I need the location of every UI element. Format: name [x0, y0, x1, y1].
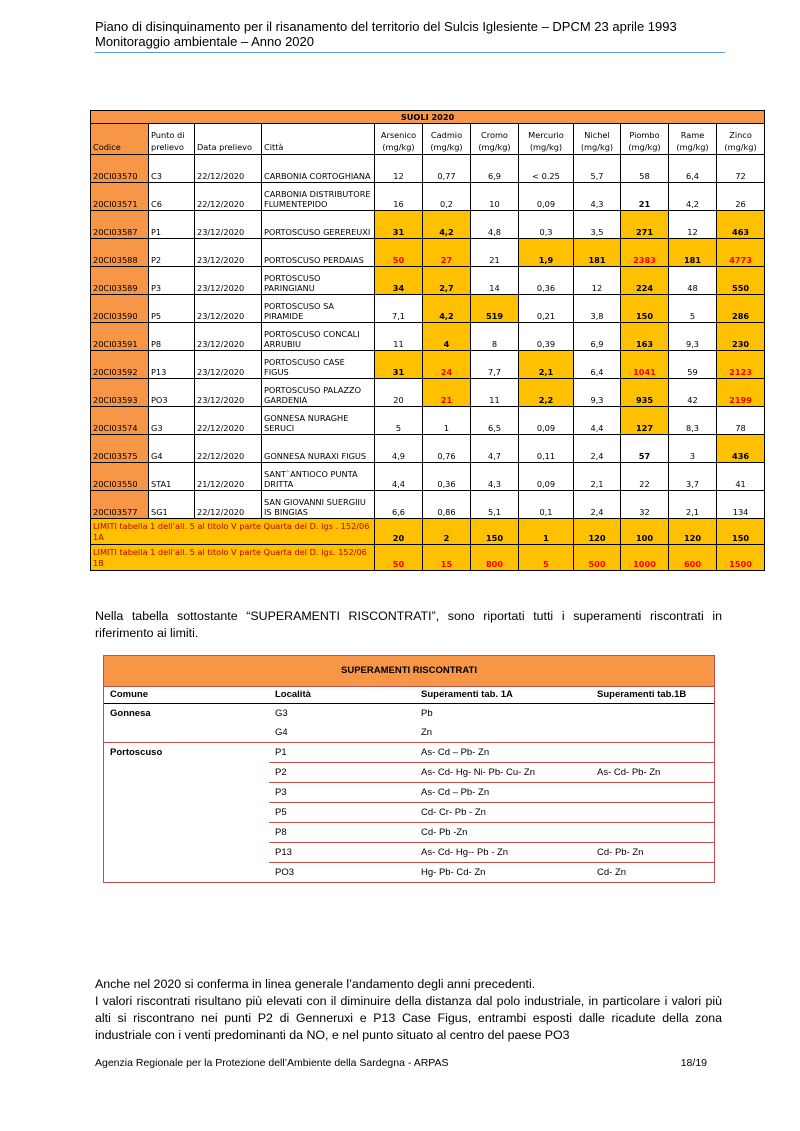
list-item: [104, 803, 714, 823]
sample-value: 271: [621, 211, 669, 239]
sample-value: 1041: [621, 351, 669, 379]
limit-value: 600: [669, 545, 717, 571]
sample-value: 6,6: [375, 491, 423, 519]
sample-point: STA1: [149, 463, 195, 491]
sample-value: 3: [669, 435, 717, 463]
sample-value: 2,4: [574, 491, 621, 519]
sample-value: 4,8: [471, 211, 519, 239]
superamenti-table: [103, 655, 715, 883]
sample-value: 519: [471, 295, 519, 323]
intro-paragraph: Nella tabella sottostante “SUPERAMENTI RISCONTRATI”, sono riportati tutti i superamenti riscontrati in riferimento ai limiti.: [95, 609, 722, 640]
header-title: Piano di disinquinamento per il risanamento del territorio del Sulcis Iglesiente – DPCM 23 aprile 1993: [95, 19, 677, 34]
sample-value: 0,3: [519, 211, 574, 239]
sample-value: 4773: [717, 239, 765, 267]
col-header-cromo: Cromo (mg/kg): [471, 124, 519, 155]
sample-city: SANT`ANTIOCO PUNTA DRITTA: [262, 463, 375, 491]
col-header-punto: Punto di prelievo: [149, 124, 195, 155]
col-header-citta: Città: [262, 124, 375, 155]
sample-value: 20: [375, 379, 423, 407]
sup-tab1b: [591, 723, 714, 743]
sample-code: 20CI03588: [91, 239, 149, 267]
sample-value: 9,3: [669, 323, 717, 351]
sample-value: 10: [471, 183, 519, 211]
sample-value: 224: [621, 267, 669, 295]
col-header-arsenico: Arsenico (mg/kg): [375, 124, 423, 155]
sample-value: 5: [669, 295, 717, 323]
sample-date: 22/12/2020: [195, 407, 262, 435]
sample-value: 6,4: [669, 155, 717, 183]
sample-point: P2: [149, 239, 195, 267]
sample-value: 50: [375, 239, 423, 267]
sample-value: 0,39: [519, 323, 574, 351]
sample-value: 4: [423, 323, 471, 351]
limit-value: 150: [717, 519, 765, 545]
sample-value: 6,9: [574, 323, 621, 351]
col-header-zinco: Zinco (mg/kg): [717, 124, 765, 155]
limit-value: 150: [471, 519, 519, 545]
list-item: [104, 863, 714, 883]
sample-value: 3,5: [574, 211, 621, 239]
sample-value: 48: [669, 267, 717, 295]
sample-value: 2,1: [519, 351, 574, 379]
table-row: [91, 323, 765, 351]
sample-value: 2,1: [669, 491, 717, 519]
sample-city: PORTOSCUSO SA PIRAMIDE: [262, 295, 375, 323]
sample-code: 20CI03590: [91, 295, 149, 323]
sample-city: GONNESA NURAXI FIGUS: [262, 435, 375, 463]
sup-tab1a: Cd- Cr- Pb - Zn: [415, 803, 591, 823]
sample-value: 5: [375, 407, 423, 435]
sup-localita: P2: [269, 763, 415, 783]
sample-date: 23/12/2020: [195, 351, 262, 379]
sup-localita: P5: [269, 803, 415, 823]
sample-value: 0,09: [519, 463, 574, 491]
sup-tab1a: As- Cd – Pb- Zn: [415, 783, 591, 803]
sample-value: 0,09: [519, 407, 574, 435]
sup-tab1b: [591, 823, 714, 843]
conclusion-paragraph: [95, 976, 722, 1044]
sample-date: 21/12/2020: [195, 463, 262, 491]
sup-comune: [104, 723, 269, 743]
sample-city: SAN GIOVANNI SUERGIIU IS BINGIAS: [262, 491, 375, 519]
sup-comune: [104, 823, 269, 843]
list-item: [104, 763, 714, 783]
sup-localita: G4: [275, 727, 288, 738]
sample-value: 41: [717, 463, 765, 491]
sample-value: 0,86: [423, 491, 471, 519]
table-row: [91, 183, 765, 211]
sample-value: 4,2: [423, 295, 471, 323]
sample-value: 163: [621, 323, 669, 351]
sample-city: GONNESA NURAGHE SERUCI: [262, 407, 375, 435]
sample-value: 3,7: [669, 463, 717, 491]
sup-tab1a: Cd- Pb -Zn: [415, 823, 591, 843]
limit-row: [91, 545, 765, 571]
sample-value: 0,36: [423, 463, 471, 491]
sup-comune: [104, 843, 269, 863]
col-header-cadmio: Cadmio (mg/kg): [423, 124, 471, 155]
limit-value: 1: [519, 519, 574, 545]
sample-value: < 0.25: [519, 155, 574, 183]
table-row: [91, 407, 765, 435]
list-item: [104, 823, 714, 843]
sample-value: 4,4: [574, 407, 621, 435]
sample-value: 2,4: [574, 435, 621, 463]
sup-tab1a: As- Cd – Pb- Zn: [415, 743, 591, 763]
sample-point: C3: [149, 155, 195, 183]
sample-city: PORTOSCUSO PERDAIAS: [262, 239, 375, 267]
sample-code: 20CI03550: [91, 463, 149, 491]
sample-value: 78: [717, 407, 765, 435]
table-row: [91, 379, 765, 407]
table-title: SUOLI 2020: [91, 111, 765, 124]
table-row: [91, 295, 765, 323]
limit-value: 1500: [717, 545, 765, 571]
sample-value: 2,2: [519, 379, 574, 407]
sample-value: 0,76: [423, 435, 471, 463]
col-header-codice: Codice: [91, 124, 149, 155]
sup-comune: [104, 763, 269, 783]
page-footer: [95, 1057, 707, 1069]
sample-city: PORTOSCUSO PARINGIANU: [262, 267, 375, 295]
limit-value: 5: [519, 545, 574, 571]
limit-value: 800: [471, 545, 519, 571]
sample-value: 2123: [717, 351, 765, 379]
sample-point: C6: [149, 183, 195, 211]
table-row: [91, 155, 765, 183]
sup-tab1b: [591, 743, 714, 763]
table-row: [91, 491, 765, 519]
sample-point: SG1: [149, 491, 195, 519]
sample-code: 20CI03591: [91, 323, 149, 351]
sample-point: P1: [149, 211, 195, 239]
header-subtitle: Monitoraggio ambientale – Anno 2020: [95, 34, 314, 49]
sample-point: P13: [149, 351, 195, 379]
sample-value: 7,7: [471, 351, 519, 379]
limit-value: 1000: [621, 545, 669, 571]
col-header-rame: Rame (mg/kg): [669, 124, 717, 155]
list-item: [104, 783, 714, 803]
sample-date: 22/12/2020: [195, 155, 262, 183]
table-row: [91, 435, 765, 463]
sample-code: 20CI03589: [91, 267, 149, 295]
sup-tab1b: [591, 704, 714, 724]
sample-city: CARBONIA DISTRIBUTORE FLUMENTEPIDO: [262, 183, 375, 211]
conclusion-line1: Anche nel 2020 si conferma in linea generale l’andamento degli anni precedenti.: [95, 977, 536, 991]
sample-city: CARBONIA CORTOGHIANA: [262, 155, 375, 183]
sample-date: 23/12/2020: [195, 267, 262, 295]
page-number: 18/19: [680, 1057, 707, 1069]
sample-value: 12: [669, 211, 717, 239]
sample-value: 2383: [621, 239, 669, 267]
limit-value: 120: [669, 519, 717, 545]
sample-value: 11: [471, 379, 519, 407]
sample-value: 0,1: [519, 491, 574, 519]
col-header-data: Data prelievo: [195, 124, 262, 155]
sample-date: 23/12/2020: [195, 239, 262, 267]
sup-tab1b: As- Cd- Pb- Zn: [591, 763, 714, 783]
sample-value: 42: [669, 379, 717, 407]
sample-value: 31: [375, 211, 423, 239]
sample-value: 2199: [717, 379, 765, 407]
sup-tab1a: Zn: [421, 727, 433, 738]
sample-value: 6,4: [574, 351, 621, 379]
sample-value: 150: [621, 295, 669, 323]
sample-value: 8,3: [669, 407, 717, 435]
sample-value: 11: [375, 323, 423, 351]
sample-value: 16: [375, 183, 423, 211]
sample-value: 4,2: [669, 183, 717, 211]
sample-point: G4: [149, 435, 195, 463]
sample-value: 24: [423, 351, 471, 379]
sample-value: 127: [621, 407, 669, 435]
limit-row: [91, 519, 765, 545]
col-header-piombo: Piombo (mg/kg): [621, 124, 669, 155]
superamenti-title: SUPERAMENTI RISCONTRATI: [104, 656, 714, 687]
sample-value: 1: [423, 407, 471, 435]
sample-point: P8: [149, 323, 195, 351]
soil-2020-table: [90, 110, 765, 571]
sup-localita: P8: [269, 823, 415, 843]
sup-tab1a: As- Cd- Hg- Ni- Pb- Cu- Zn: [415, 763, 591, 783]
sample-value: 0,11: [519, 435, 574, 463]
limit-value: 100: [621, 519, 669, 545]
sample-value: 14: [471, 267, 519, 295]
sample-value: 32: [621, 491, 669, 519]
sample-value: 0,2: [423, 183, 471, 211]
sample-value: 21: [471, 239, 519, 267]
sample-value: 436: [717, 435, 765, 463]
sample-date: 23/12/2020: [195, 379, 262, 407]
sample-value: 72: [717, 155, 765, 183]
sample-value: 286: [717, 295, 765, 323]
limit-value: 500: [574, 545, 621, 571]
sup-comune: [104, 863, 269, 883]
limit-label: LIMITI tabella 1 dell'all. 5 al titolo V parte Quarta del D. lgs. 152/06 1B: [91, 545, 375, 571]
sample-value: 134: [717, 491, 765, 519]
sup-tab1b: [591, 783, 714, 803]
sample-value: 2,1: [574, 463, 621, 491]
limit-value: 2: [423, 519, 471, 545]
sup-comune: Portoscuso: [104, 743, 269, 763]
table-row: [91, 239, 765, 267]
sample-point: PO3: [149, 379, 195, 407]
sample-value: 6,5: [471, 407, 519, 435]
page-header: [95, 19, 725, 53]
table-row: [91, 463, 765, 491]
sample-value: 26: [717, 183, 765, 211]
sample-point: G3: [149, 407, 195, 435]
sample-city: PORTOSCUSO GEREREUXI: [262, 211, 375, 239]
sample-value: 181: [669, 239, 717, 267]
sample-value: 59: [669, 351, 717, 379]
sample-value: 0,77: [423, 155, 471, 183]
list-item: [104, 704, 714, 724]
sample-code: 20CI03571: [91, 183, 149, 211]
sample-value: 12: [375, 155, 423, 183]
sup-tab1a: As- Cd- Hg-- Pb - Zn: [415, 843, 591, 863]
sample-value: 4,7: [471, 435, 519, 463]
sample-city: PORTOSCUSO PALAZZO GARDENIA: [262, 379, 375, 407]
sup-header-comune: Comune: [104, 687, 269, 704]
sup-tab1b: Cd- Zn: [591, 863, 714, 883]
sample-value: 1,9: [519, 239, 574, 267]
list-item: [104, 723, 714, 743]
sample-date: 23/12/2020: [195, 323, 262, 351]
sample-date: 22/12/2020: [195, 183, 262, 211]
sample-date: 23/12/2020: [195, 295, 262, 323]
sample-code: 20CI03587: [91, 211, 149, 239]
sup-header-localita: Località: [269, 687, 415, 704]
sample-point: P5: [149, 295, 195, 323]
sample-value: 0,09: [519, 183, 574, 211]
sup-localita: PO3: [269, 863, 415, 883]
sup-comune: Gonnesa: [110, 708, 151, 719]
list-item: [104, 843, 714, 863]
sample-value: 5,7: [574, 155, 621, 183]
sample-value: 22: [621, 463, 669, 491]
sample-code: 20CI03575: [91, 435, 149, 463]
sup-comune: [104, 783, 269, 803]
sample-value: 9,3: [574, 379, 621, 407]
sample-code: 20CI03574: [91, 407, 149, 435]
sample-value: 31: [375, 351, 423, 379]
sample-value: 463: [717, 211, 765, 239]
sup-header-1a: Superamenti tab. 1A: [415, 687, 591, 704]
table-row: [91, 351, 765, 379]
sample-value: 8: [471, 323, 519, 351]
sample-value: 0,36: [519, 267, 574, 295]
sample-value: 2,7: [423, 267, 471, 295]
sup-localita: P13: [269, 843, 415, 863]
sample-code: 20CI03577: [91, 491, 149, 519]
conclusion-text: I valori riscontrati risultano più elevati con il diminuire della distanza dal polo industriale, in particolare i valori più alti si riscontrano nei punti P2 di Genneruxi e P13 Case Figus, entrambi esposti dalle ricadute della zona industriale con i venti predominanti da NO, e nel punto situato al centro del paese PO3: [95, 994, 722, 1042]
footer-agency: Agenzia Regionale per la Protezione dell’Ambiente della Sardegna - ARPAS: [95, 1057, 449, 1069]
sample-code: 20CI03570: [91, 155, 149, 183]
col-header-mercurio: Mercurio (mg/kg): [519, 124, 574, 155]
sample-value: 3,8: [574, 295, 621, 323]
limit-value: 20: [375, 519, 423, 545]
sample-code: 20CI03593: [91, 379, 149, 407]
sample-value: 4,3: [574, 183, 621, 211]
sample-value: 4,2: [423, 211, 471, 239]
sample-value: 21: [621, 183, 669, 211]
limit-value: 120: [574, 519, 621, 545]
table-row: [91, 211, 765, 239]
col-header-nichel: Nichel (mg/kg): [574, 124, 621, 155]
sample-value: 58: [621, 155, 669, 183]
table-row: [91, 267, 765, 295]
limit-value: 15: [423, 545, 471, 571]
sup-tab1a: Hg- Pb- Cd- Zn: [415, 863, 591, 883]
limit-value: 50: [375, 545, 423, 571]
sample-value: 4,4: [375, 463, 423, 491]
sample-value: 0,21: [519, 295, 574, 323]
sample-value: 935: [621, 379, 669, 407]
sup-header-1b: Superamenti tab.1B: [591, 687, 714, 704]
sup-tab1b: [591, 803, 714, 823]
sample-value: 5,1: [471, 491, 519, 519]
sample-value: 21: [423, 379, 471, 407]
sample-value: 7,1: [375, 295, 423, 323]
sample-value: 181: [574, 239, 621, 267]
sample-value: 34: [375, 267, 423, 295]
sample-value: 27: [423, 239, 471, 267]
sample-value: 4,3: [471, 463, 519, 491]
sample-point: P3: [149, 267, 195, 295]
sup-tab1b: Cd- Pb- Zn: [591, 843, 714, 863]
sample-value: 550: [717, 267, 765, 295]
sample-code: 20CI03592: [91, 351, 149, 379]
sample-city: PORTOSCUSO CONCALI ARRUBIU: [262, 323, 375, 351]
sup-localita: P3: [269, 783, 415, 803]
sup-localita: P1: [269, 743, 415, 763]
sample-city: PORTOSCUSO CASE FIGUS: [262, 351, 375, 379]
sample-date: 23/12/2020: [195, 211, 262, 239]
limit-label: LIMITI tabella 1 dell'all. 5 al titolo V parte Quarta del D. lgs . 152/06 1A: [91, 519, 375, 545]
sup-tab1a: Pb: [421, 708, 433, 719]
sample-value: 6,9: [471, 155, 519, 183]
sample-value: 4,9: [375, 435, 423, 463]
sample-value: 230: [717, 323, 765, 351]
list-item: [104, 743, 714, 763]
sample-date: 22/12/2020: [195, 491, 262, 519]
sample-date: 22/12/2020: [195, 435, 262, 463]
sample-value: 12: [574, 267, 621, 295]
sample-value: 57: [621, 435, 669, 463]
sup-localita: G3: [275, 708, 288, 719]
sup-comune: [104, 803, 269, 823]
